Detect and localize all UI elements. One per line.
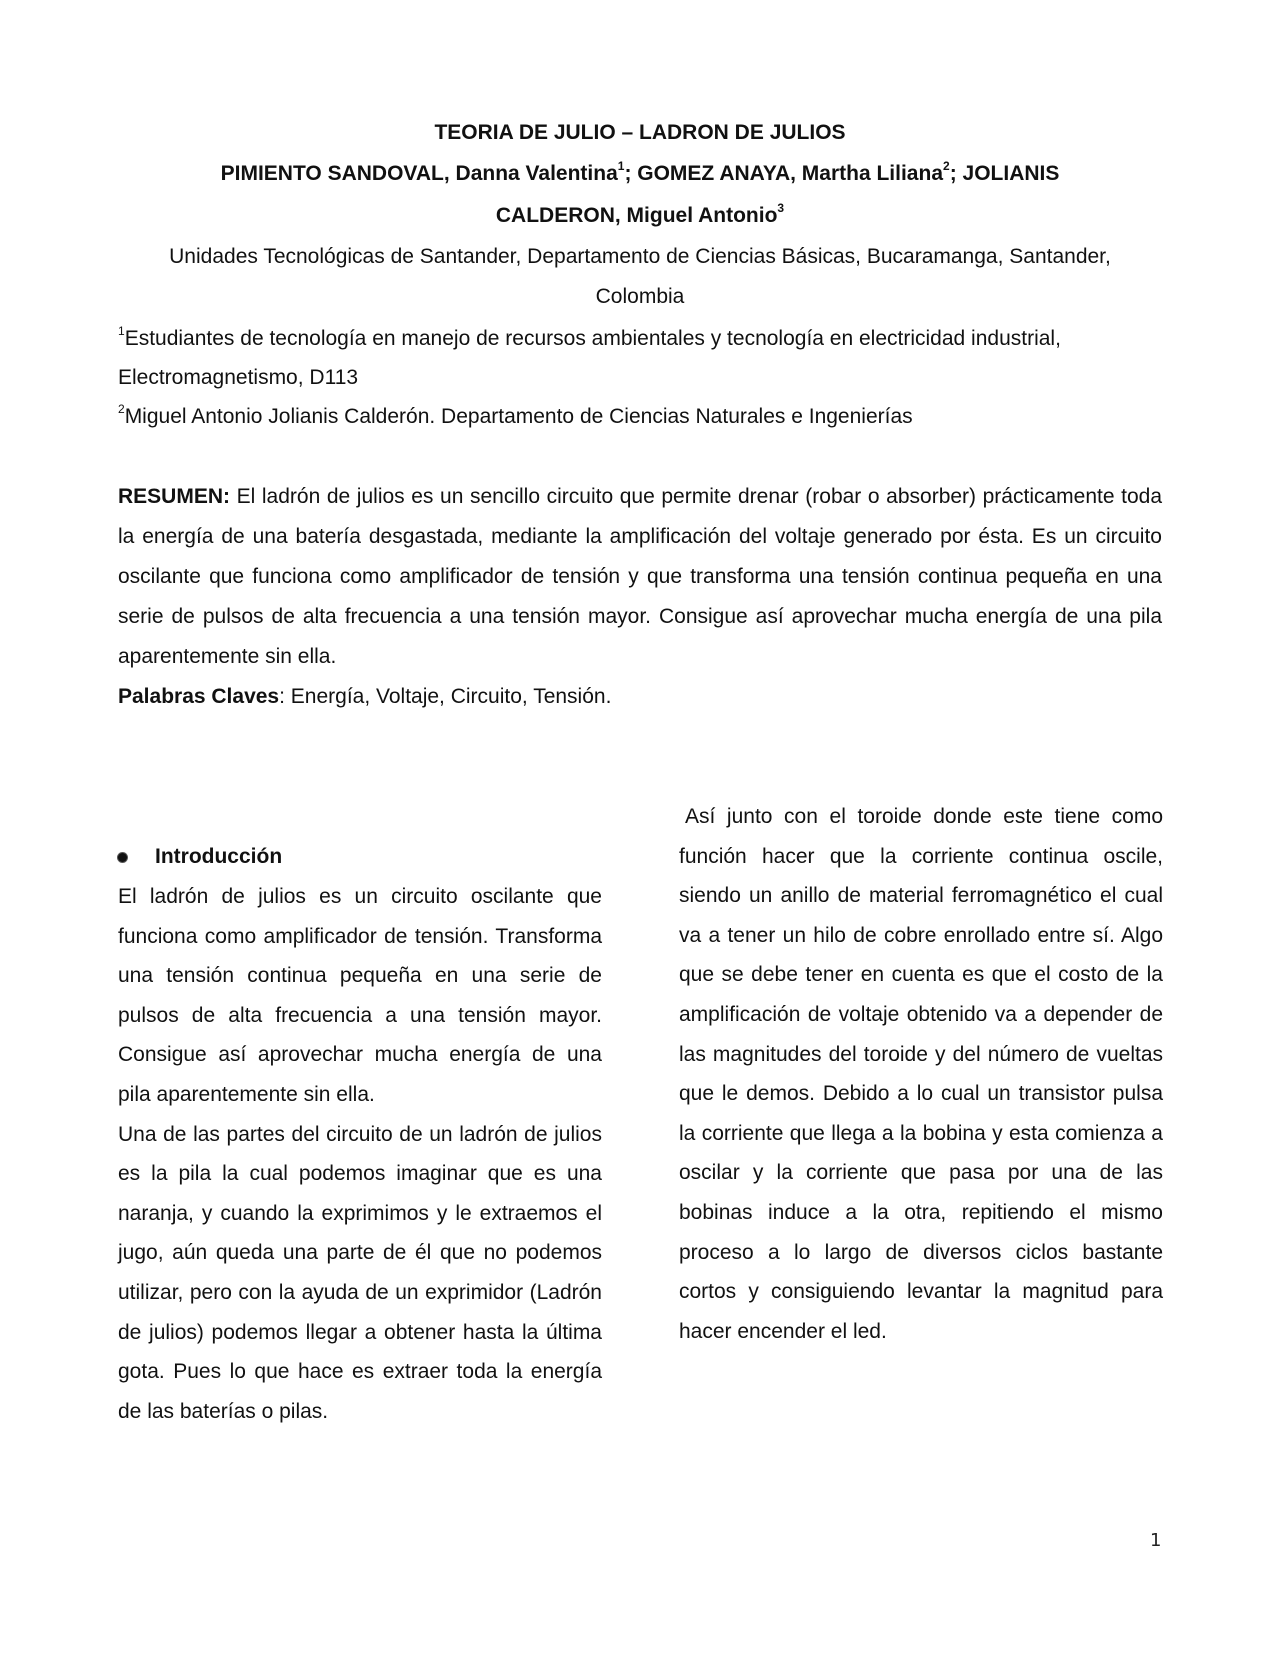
affiliation-2-sup: 2 (118, 402, 125, 416)
page-number: 1 (1150, 1530, 1162, 1551)
keywords (118, 677, 1162, 717)
affiliation-1 (118, 319, 1162, 397)
author-3-sup: 3 (777, 201, 785, 215)
abstract (118, 477, 1162, 677)
section-heading-text: Introducción (155, 845, 283, 868)
bullet-icon (118, 853, 127, 862)
institution-line-1: Unidades Tecnológicas de Santander, Departamento de Ciencias Básicas, Bucaramanga, Santander, (169, 245, 1111, 268)
author-1-sup: 1 (617, 159, 625, 173)
affiliation-1-sup: 1 (118, 324, 125, 338)
author-1-name: PIMIENTO SANDOVAL, Danna Valentina (220, 162, 618, 185)
keywords-label: Palabras Claves (118, 685, 280, 708)
keywords-text: : Energía, Voltaje, Circuito, Tensión. (279, 685, 612, 708)
author-separator: ; (949, 162, 963, 185)
paper-title: TEORIA DE JULIO – LADRON DE JULIOS (434, 121, 846, 144)
intro-paragraph-2: Una de las partes del circuito de un ladrón de julios es la pila la cual podemos imaginar que es una naranja, y cuando la exprimimos y le extraemos el jugo, aún queda una parte de él que no podemos utilizar, pero con la ayuda de un exprimidor (Ladrón de julios) podemos llegar a obtener hasta la última gota. Pues lo que hace es extraer toda la energía de las baterías o pilas. (118, 1122, 602, 1423)
author-3-name-line2: CALDERON, Miguel Antonio (495, 204, 778, 227)
abstract-text: El ladrón de julios es un sencillo circuito que permite drenar (robar o absorber) prácticamente toda la energía de una batería desgastada, mediante la amplificación del voltaje generado por ésta. Es un circuito oscilante que funciona como amplificador de tensión y que transforma una tensión continua pequeña en una serie de pulsos de alta frecuencia a una tensión mayor. Consigue así aprovechar mucha energía de una pila aparentemente sin ella. (118, 485, 1162, 668)
intro-paragraph-1: El ladrón de julios es un circuito oscilante que funciona como amplificador de tensión. Transforma una tensión continua pequeña en una serie de pulsos de alta frecuencia a una tensión mayor. Consigue así aprovechar mucha energía de una pila aparentemente sin ella. (118, 885, 602, 1106)
author-2-name: ; GOMEZ ANAYA, Martha Liliana (624, 162, 943, 185)
institution-line-2: Colombia (595, 285, 685, 308)
affiliation-2-text: Miguel Antonio Jolianis Calderón. Departamento de Ciencias Naturales e Ingenierías (124, 405, 913, 428)
left-column (118, 837, 602, 1431)
paper-header (118, 113, 1162, 317)
right-column (679, 797, 1163, 1351)
abstract-label: RESUMEN: (118, 485, 231, 508)
author-2-sup: 2 (943, 159, 950, 173)
author-list (118, 153, 1162, 237)
intro-paragraph-3: Así junto con el toroide donde este tiene como función hacer que la corriente continua oscile, siendo un anillo de material ferromagnético el cual va a tener un hilo de cobre enrollado entre sí. Algo que se debe tener en cuenta es que el costo de la amplificación de voltaje obtenido va a depender de las magnitudes del toroide y del número de vueltas que le demos. Debido a lo cual un transistor pulsa la corriente que llega a la bobina y esta comienza a oscilar y la corriente que pasa por una de las bobinas induce a la otra, repitiendo el mismo proceso a lo largo de diversos ciclos bastante cortos y consiguiendo levantar la magnitud para hacer encender el led. (679, 805, 1163, 1343)
affiliation-2 (118, 397, 1162, 436)
section-heading-introduccion (118, 837, 602, 877)
affiliation-1-text: Estudiantes de tecnología en manejo de recursos ambientales y tecnología en electricidad industrial, Electromagnetismo, D113 (118, 327, 1061, 389)
author-3-name-line1: JOLIANIS (962, 162, 1060, 185)
